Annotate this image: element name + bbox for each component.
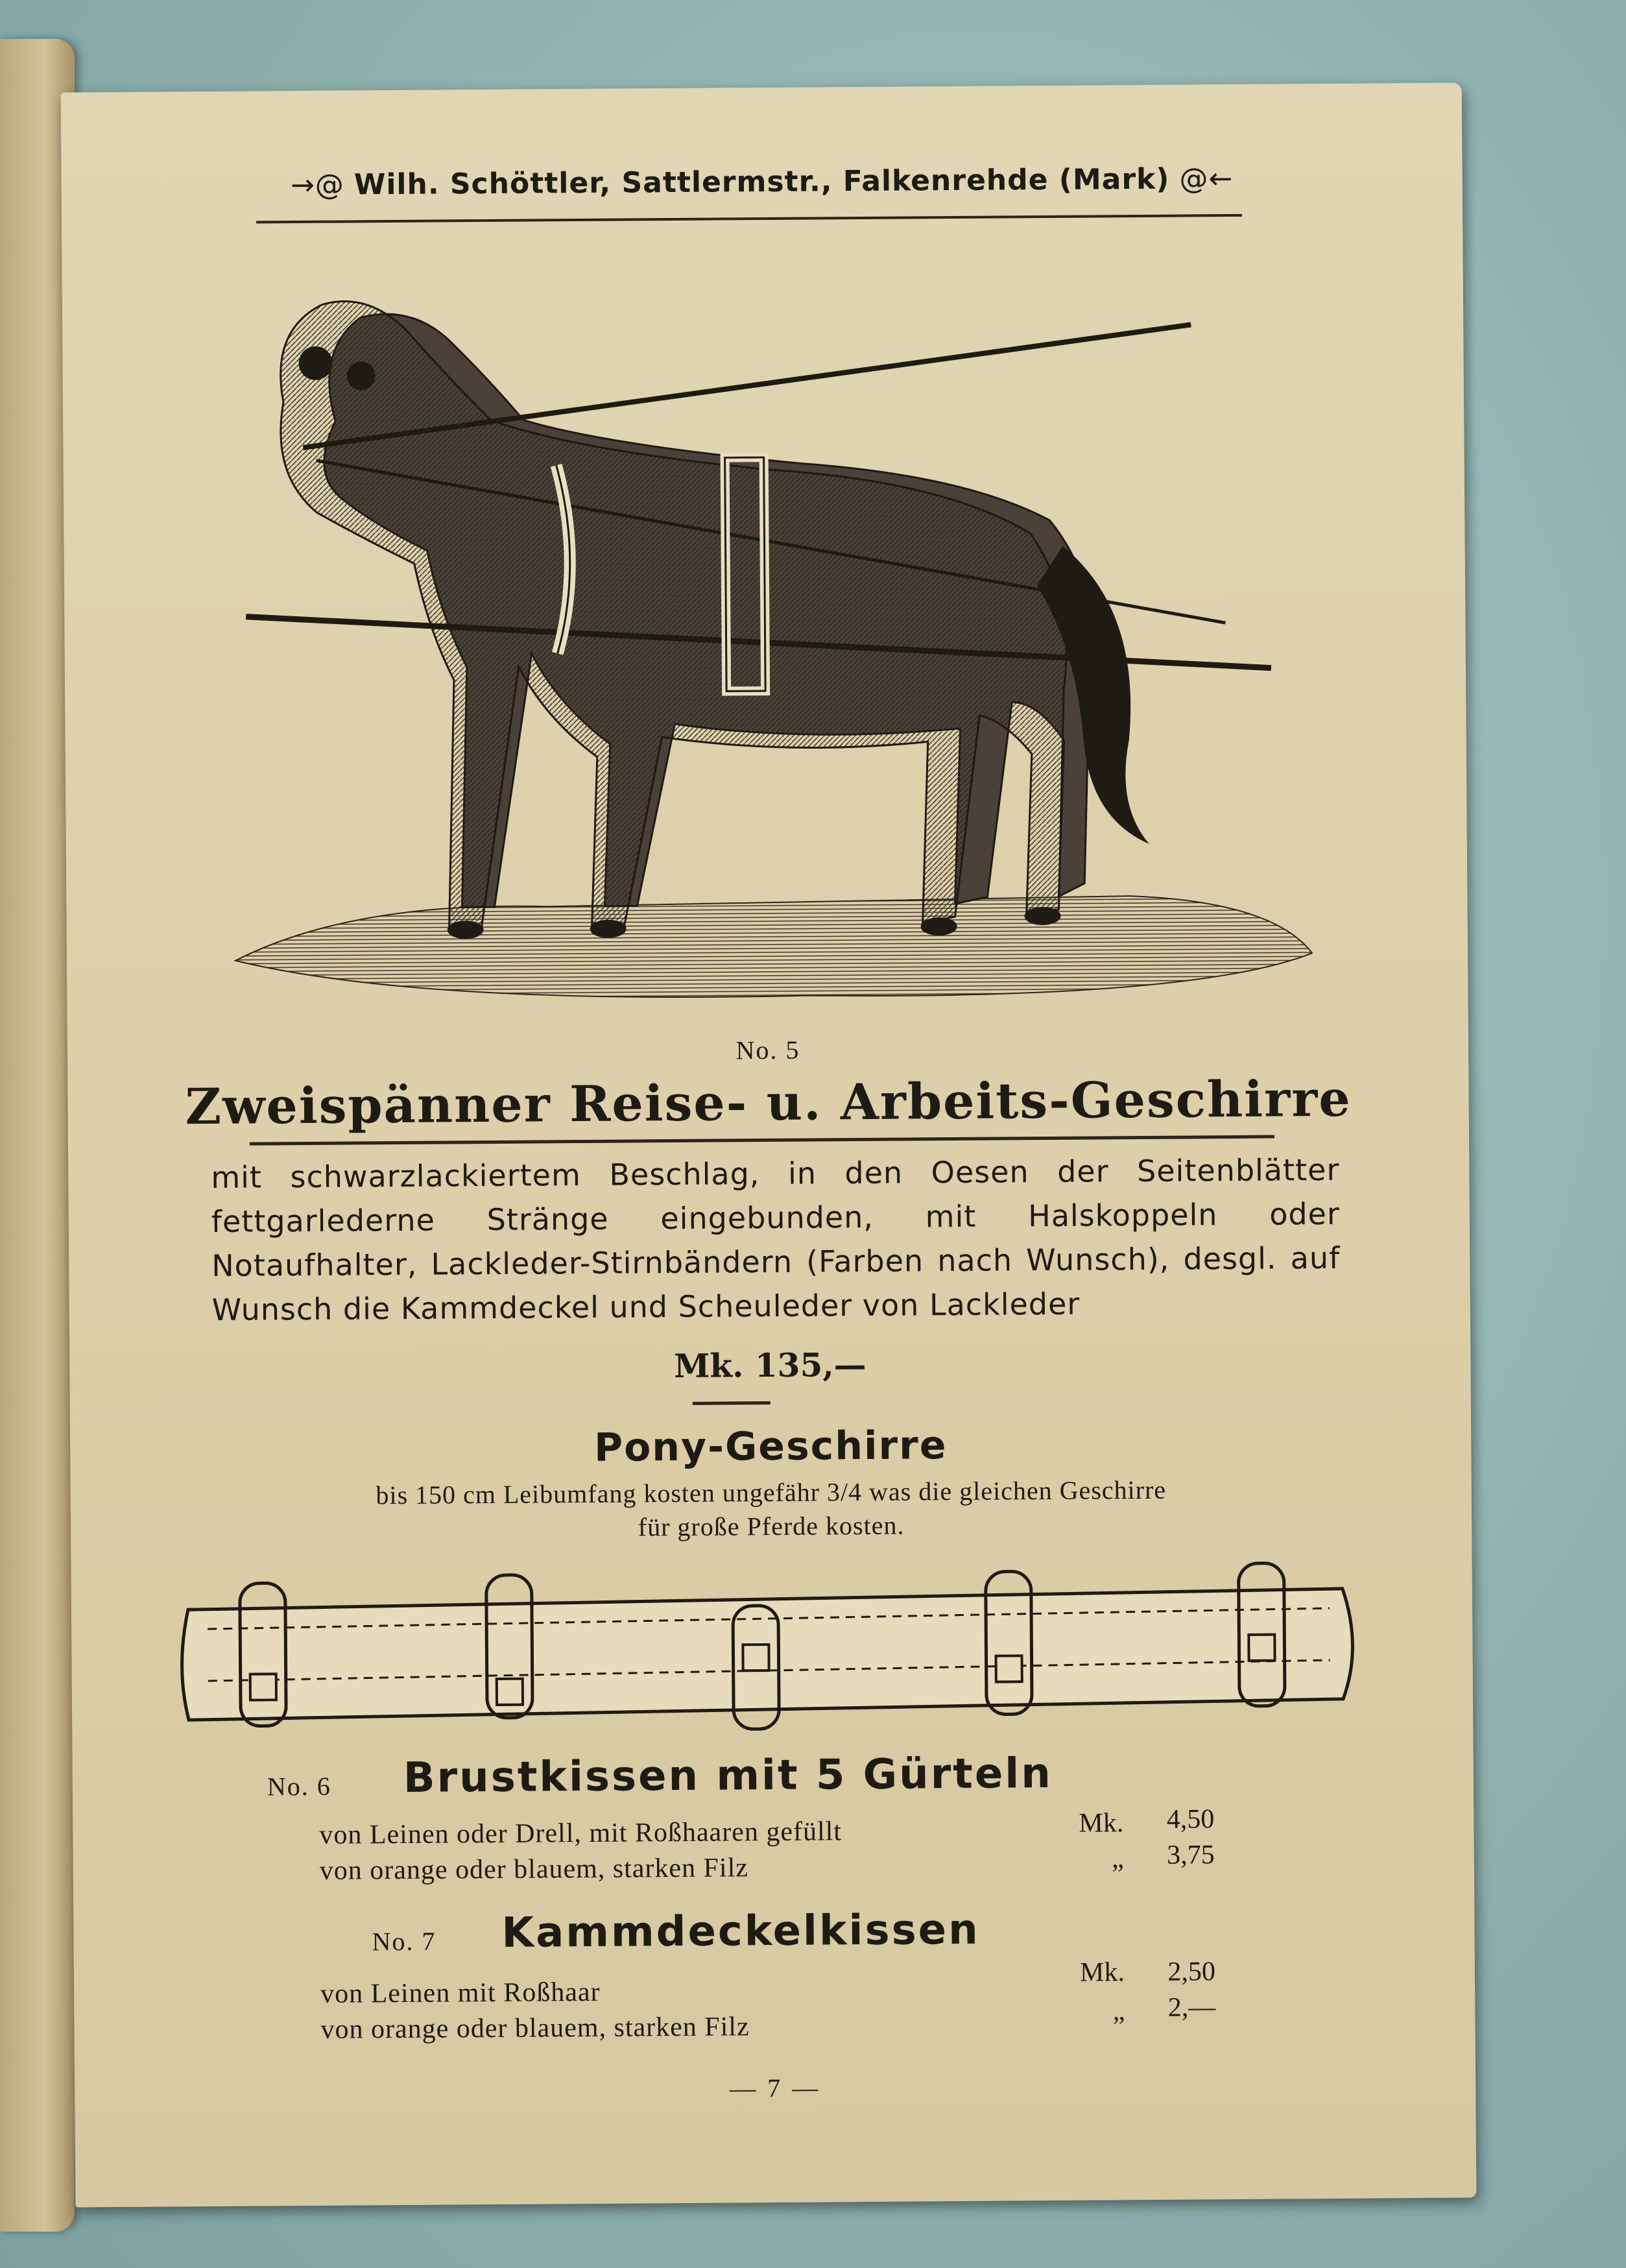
item7-number: No. 7 <box>372 1926 436 1957</box>
header-rule <box>256 214 1242 224</box>
item7-row-2-unit: „ <box>1112 1996 1125 2027</box>
ornament-left-icon: →@ <box>290 168 345 202</box>
pony-note-line1: bis 150 cm Leibumfang kosten ungefähr 3/4 was die gleichen Geschirre <box>376 1475 1167 1510</box>
pony-note <box>200 1472 1343 1547</box>
pony-title: Pony-Geschirre <box>593 1423 948 1471</box>
breast-cushion-illustration <box>161 1543 1382 1746</box>
item7-row-2-price: 2,— <box>1167 1992 1216 2023</box>
item7-title: Kammdeckelkissen <box>501 1905 980 1957</box>
item5-price: Mk. 135,— <box>673 1345 867 1386</box>
item5-number: No. 5 <box>735 1035 800 1065</box>
catalog-page <box>61 82 1477 2207</box>
item5-title: Zweispänner Reise- u. Arbeits-Geschirre <box>185 1069 1352 1136</box>
horse-pair-illustration <box>217 246 1339 1058</box>
section-divider <box>693 1401 771 1405</box>
header-text: Wilh. Schöttler, Sattlermstr., Falkenrehde (Mark) <box>353 162 1170 202</box>
item7-row-2: von orange oder blauem, starken Filz <box>320 2012 750 2045</box>
item6-row-2: von orange oder blauem, starken Filz <box>319 1853 749 1886</box>
item5-title-rule <box>250 1135 1274 1146</box>
item6-row-1-unit: Mk. <box>1079 1808 1124 1839</box>
item6-row-1: von Leinen oder Drell, mit Roßhaaren gefüllt <box>319 1816 843 1850</box>
item6-row-2-unit: „ <box>1111 1844 1124 1874</box>
item7-row-1: von Leinen mit Roßhaar <box>320 1977 601 2009</box>
pony-note-line2: für große Pferde kosten. <box>638 1510 905 1542</box>
item6-number: No. 6 <box>267 1771 331 1802</box>
item7-row-1-price: 2,50 <box>1167 1957 1216 1987</box>
item5-description: mit schwarzlackiertem Beschlag, in den Oesen der Seitenblätter fettgarlederne Stränge eingebunden, mit Halskoppeln oder Notaufhalter, Lackleder-Stirnbändern (Farben nach Wunsch), desgl. auf Wunsch die Kammdeckel und Scheuleder von Lackleder <box>211 1152 1341 1327</box>
ornament-right-icon: @← <box>1179 162 1234 196</box>
item6-row-1-price: 4,50 <box>1166 1804 1215 1835</box>
page-header <box>178 162 1345 203</box>
item7-row-1-unit: Mk. <box>1079 1957 1125 1988</box>
page-number: — 7 — <box>729 2073 821 2103</box>
item6-title: Brustkissen mit 5 Gürteln <box>403 1749 1053 1802</box>
item6-row-2-price: 3,75 <box>1166 1840 1215 1870</box>
